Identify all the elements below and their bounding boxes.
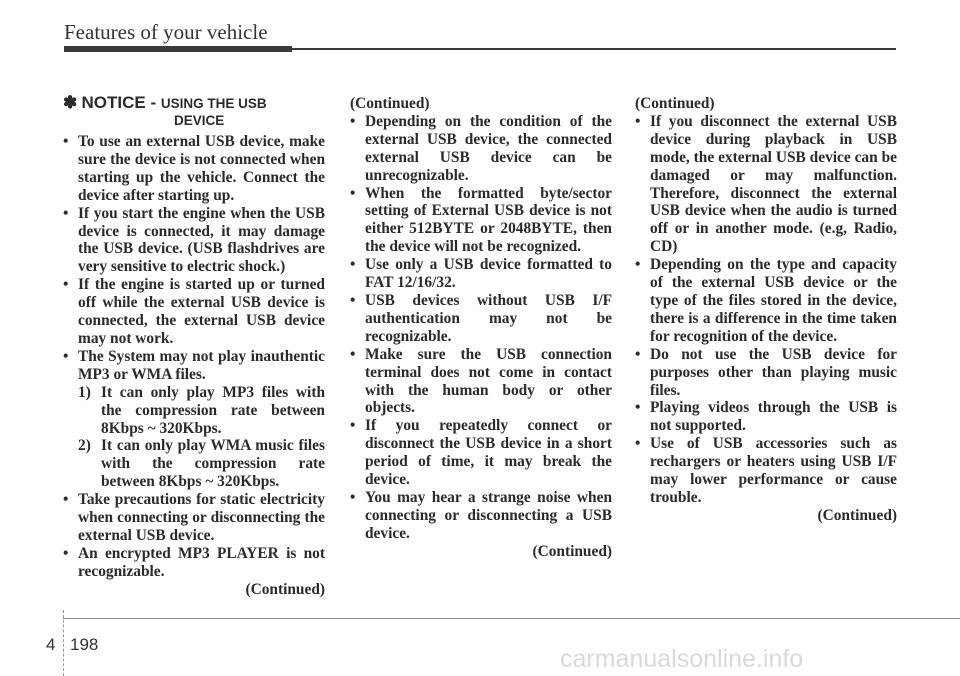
list-item (63, 133, 325, 205)
bullet: • (63, 491, 69, 509)
list-item (350, 256, 612, 292)
list-item-text: Depending on the type and capacity of the external USB device or the type of the files stored in the device, there is a difference in the time taken for recognition of the device. (650, 256, 897, 345)
footer-rule (63, 618, 960, 619)
bullet: • (635, 112, 641, 130)
list-item (350, 346, 612, 418)
bullet: • (635, 256, 641, 274)
bullet: • (350, 256, 356, 274)
notice-label: NOTICE - (81, 93, 161, 112)
list-item (350, 417, 612, 489)
continued-top-label: (Continued) (635, 95, 715, 112)
notice-star-icon: ✽ (63, 93, 78, 112)
subitem-text: It can only play WMA music files with the compression rate between 8Kbps ~ 320Kbps. (101, 437, 325, 491)
list-item-text: Take precautions for static electricity when connecting or disconnecting the external USB device. (78, 491, 325, 544)
list-item-text: Do not use the USB device for purposes other than playing music files. (650, 345, 897, 399)
list-item (63, 491, 325, 545)
continued-label: (Continued) (532, 542, 612, 560)
list-item (350, 292, 612, 346)
continued-label: (Continued) (817, 506, 897, 524)
bullet: • (350, 291, 356, 309)
bullet: • (350, 417, 356, 435)
list-item (63, 205, 325, 277)
bullet: • (635, 345, 641, 363)
page-number: 198 (70, 635, 99, 654)
list-item (635, 435, 897, 507)
bullet: • (63, 204, 69, 222)
column-1 (63, 94, 325, 599)
list-item-text: If you disconnect the external USB device during playback in USB mode, the external USB device can be damaged or may malfunction. Therefore, disconnect the external USB device when the audio is turned off or in another mode. (e.g, Radio, CD) (650, 112, 897, 256)
bullet: • (350, 112, 356, 130)
list-item-text: An encrypted MP3 PLAYER is not recognizable. (78, 544, 325, 580)
list-item (635, 256, 897, 346)
continued-top-label: (Continued) (350, 95, 430, 112)
subitem-number: 2) (78, 437, 91, 455)
list-item (350, 489, 612, 543)
list-item (350, 113, 612, 185)
list-item (63, 348, 325, 384)
list-item (635, 399, 897, 435)
list-item-text: Playing videos through the USB is not supported. (650, 399, 897, 435)
header-rule-thick (64, 46, 292, 52)
subitem-number: 1) (78, 383, 91, 401)
bullet: • (350, 345, 356, 363)
list-item (635, 113, 897, 256)
list-item-text: If you start the engine when the USB device is connected, it may damage the USB device. (USB flashdrives are very sensitive to electric shock.) (78, 204, 325, 276)
numbered-subitem (63, 437, 325, 491)
list-item-text: Depending on the condition of the external USB device, the connected external USB device can be unrecognizable. (365, 112, 612, 184)
list-item-text: If you repeatedly connect or disconnect the USB device in a short period of time, it may break the device. (365, 417, 612, 489)
subitem-text: It can only play MP3 files with the compression rate between 8Kbps ~ 320Kbps. (101, 383, 325, 437)
list-item-text: Use only a USB device formatted to FAT 12/16/32. (365, 256, 612, 292)
list-item-text: You may hear a strange noise when connecting or disconnecting a USB device. (365, 488, 612, 542)
list-item-text: The System may not play inauthentic MP3 or WMA files. (78, 347, 325, 383)
list-item-text: When the formatted byte/sector setting of External USB device is not either 512BYTE or 2048BYTE, then the device will not be recognized. (365, 184, 612, 256)
bullet: • (63, 133, 69, 150)
bullet: • (635, 399, 641, 417)
list-item (635, 346, 897, 400)
column-3 (635, 95, 897, 525)
watermark: carmanualsonline.info (560, 645, 804, 673)
bullet: • (350, 488, 356, 506)
list-item-text: Use of USB accessories such as rechargers or heaters using USB I/F may lower performance or cause trouble. (650, 435, 897, 506)
bullet: • (350, 184, 356, 202)
notice-subtitle-line-2: DEVICE (174, 113, 225, 128)
notice-subtitle-line-1: USING THE USB (160, 96, 267, 111)
list-item (63, 545, 325, 581)
numbered-subitem (63, 384, 325, 438)
list-item-text: To use an external USB device, make sure the device is not connected when starting up the vehicle. Connect the device after starting up. (78, 133, 325, 204)
footer-divider (63, 610, 64, 676)
list-item (63, 276, 325, 348)
list-item (350, 185, 612, 257)
bullet: • (635, 435, 641, 453)
header-rule-thin (292, 48, 896, 50)
bullet: • (63, 276, 69, 294)
column-2 (350, 95, 612, 561)
bullet: • (63, 544, 69, 562)
page-header-title: Features of your vehicle (64, 20, 268, 44)
list-item-text: If the engine is started up or turned off while the external USB device is connected, the external USB device may not work. (78, 276, 325, 347)
notice-heading (63, 94, 325, 129)
chapter-number: 4 (46, 635, 56, 654)
bullet: • (63, 347, 69, 365)
list-item-text: Make sure the USB connection terminal does not come in contact with the human body or other objects. (365, 345, 612, 417)
list-item-text: USB devices without USB I/F authentication may not be recognizable. (365, 291, 612, 345)
continued-label: (Continued) (245, 580, 325, 598)
